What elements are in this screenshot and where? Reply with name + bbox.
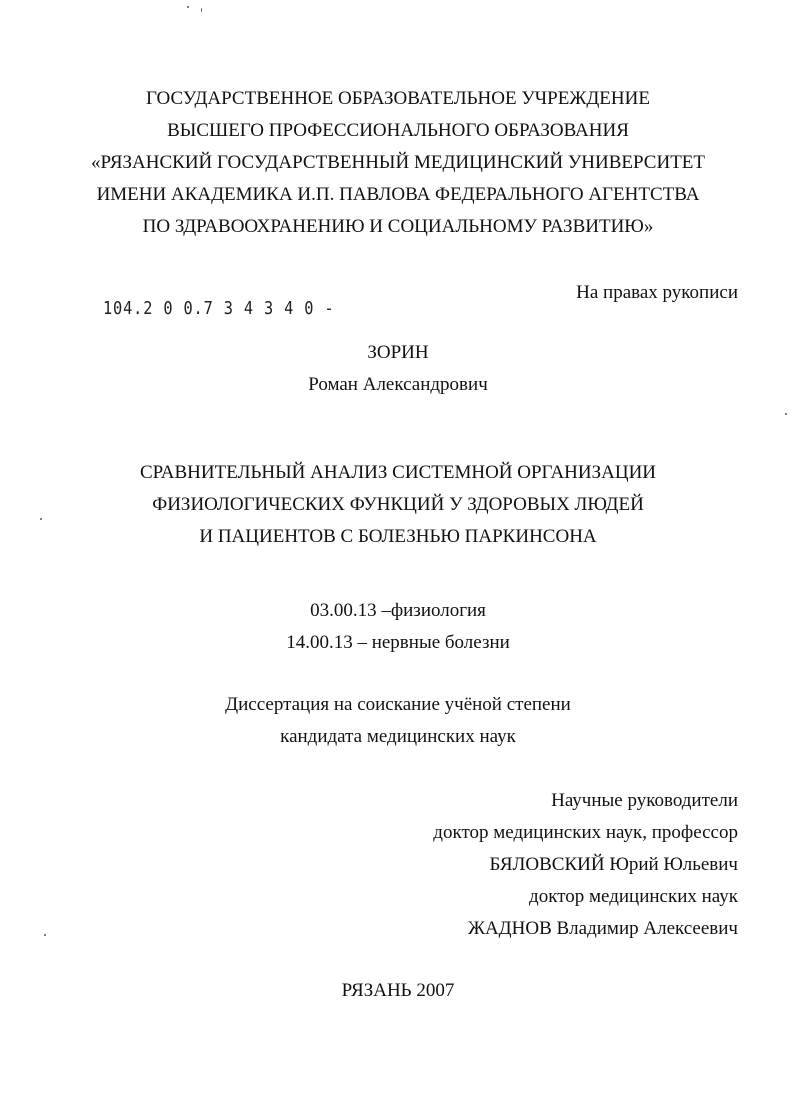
supervisor-2-name: ЖАДНОВ Владимир Алексеевич (467, 918, 738, 939)
scan-speck (785, 413, 787, 415)
supervisor-1-degree: доктор медицинских наук, профессор (433, 822, 738, 843)
scan-speck (201, 8, 202, 12)
author-surname: ЗОРИН (367, 342, 429, 363)
supervisor-2-degree: доктор медицинских наук (529, 886, 738, 907)
title-line-1: СРАВНИТЕЛЬНЫЙ АНАЛИЗ СИСТЕМНОЙ ОРГАНИЗАЦИИ (139, 462, 657, 483)
institution-line-2: ВЫСШЕГО ПРОФЕССИОНАЛЬНОГО ОБРАЗОВАНИЯ (167, 120, 629, 141)
scan-speck (44, 934, 46, 936)
author-name: Роман Александрович (308, 374, 488, 395)
institution-line-3: «РЯЗАНСКИЙ ГОСУДАРСТВЕННЫЙ МЕДИЦИНСКИЙ УНИВЕРСИТЕТ (90, 152, 706, 173)
institution-line-4: ИМЕНИ АКАДЕМИКА И.П. ПАВЛОВА ФЕДЕРАЛЬНОГО АГЕНТСТВА (96, 184, 700, 205)
specialty-2: 14.00.13 – нервные болезни (286, 632, 510, 653)
scan-speck (187, 6, 189, 8)
manuscript-note: На правах рукописи (576, 282, 738, 303)
title-line-3: И ПАЦИЕНТОВ С БОЛЕЗНЬЮ ПАРКИНСОНА (199, 526, 597, 547)
registration-stamp: 104.2 0 0.7 3 4 3 4 0 - (103, 298, 335, 319)
institution-line-1: ГОСУДАРСТВЕННОЕ ОБРАЗОВАТЕЛЬНОЕ УЧРЕЖДЕНИЕ (146, 88, 650, 109)
city-year: РЯЗАНЬ 2007 (341, 980, 455, 1001)
title-line-2: ФИЗИОЛОГИЧЕСКИХ ФУНКЦИЙ У ЗДОРОВЫХ ЛЮДЕЙ (152, 494, 644, 515)
scan-speck (40, 518, 42, 520)
institution-line-5: ПО ЗДРАВООХРАНЕНИЮ И СОЦИАЛЬНОМУ РАЗВИТИЮ» (142, 216, 654, 237)
specialty-1: 03.00.13 –физиология (310, 600, 486, 621)
degree-line-2: кандидата медицинских наук (280, 726, 516, 747)
supervisor-1-name: БЯЛОВСКИЙ Юрий Юльевич (489, 854, 738, 875)
degree-line-1: Диссертация на соискание учёной степени (225, 694, 571, 715)
supervisors-heading: Научные руководители (551, 790, 738, 811)
